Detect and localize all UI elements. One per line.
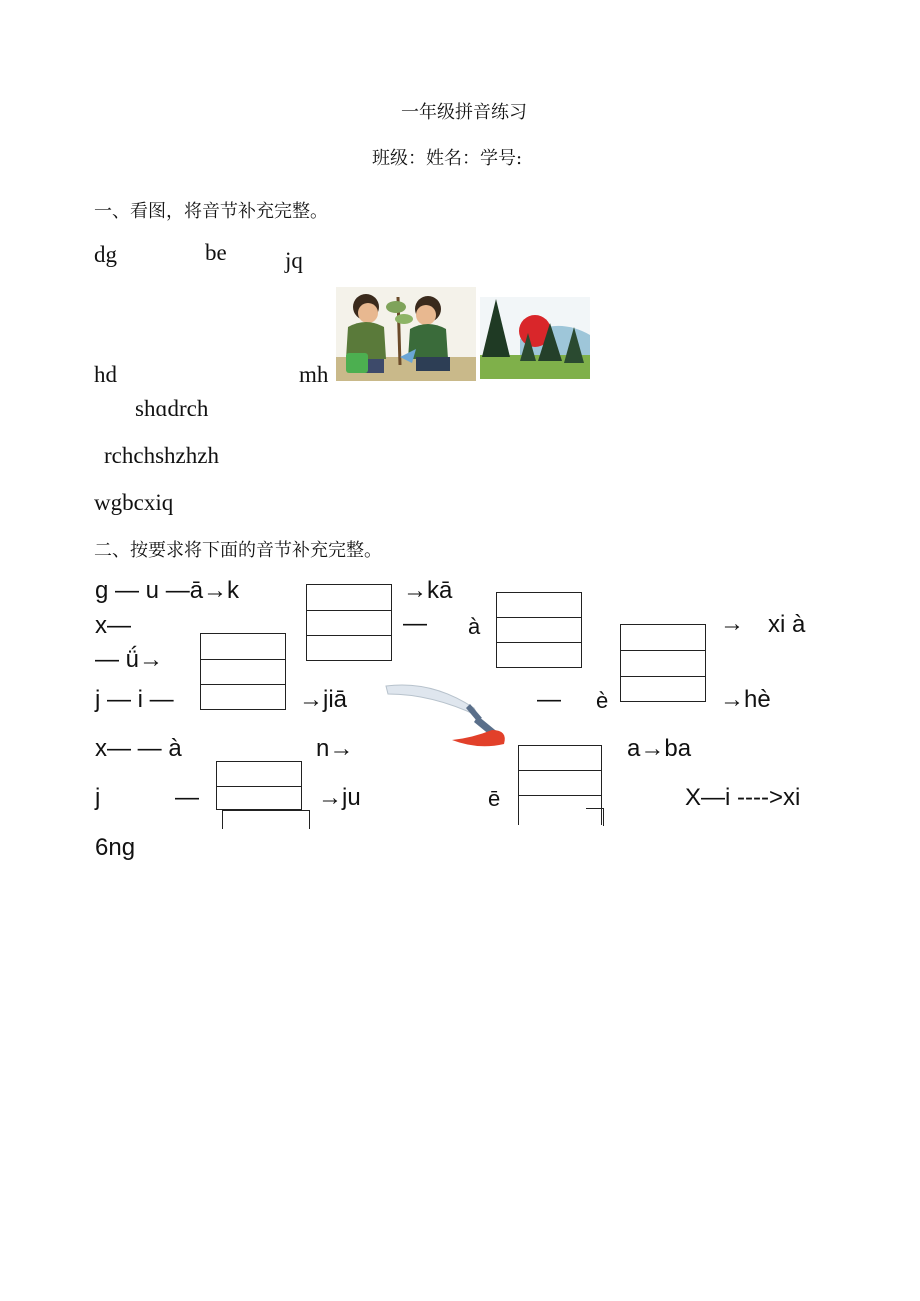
exercise-r5b: n→ xyxy=(316,735,354,762)
answer-grid-6-corner xyxy=(586,808,604,826)
exercise-r4e: →hè xyxy=(720,686,771,713)
section1-heading: 一、看图，将音节补充完整。 xyxy=(94,201,328,222)
syllable-line-4: rchchshzhzh xyxy=(104,443,219,468)
page-title: 一年级拼音练习 xyxy=(401,102,527,123)
exercise-r2d: → xyxy=(720,610,744,637)
exercise-r2c: à xyxy=(468,614,481,639)
exercise-r6b: — xyxy=(175,784,199,811)
exercise-r6a: j xyxy=(95,784,101,811)
exercise-r4b: →jiā xyxy=(299,686,348,713)
syllable-line-5: wgbcxiq xyxy=(94,490,174,515)
syllable-line-3: shɑdrch xyxy=(135,396,209,421)
exercise-r4c: — xyxy=(537,686,561,713)
syllable-hd: hd xyxy=(94,362,117,387)
answer-grid-1[interactable] xyxy=(306,584,392,661)
answer-grid-2[interactable] xyxy=(496,592,582,668)
syllable-dg: dg xyxy=(94,242,117,267)
exercise-r7a: 6ng xyxy=(95,834,136,861)
answer-grid-4[interactable] xyxy=(620,624,706,702)
exercise-r4d: è xyxy=(596,688,609,713)
sword-picture xyxy=(382,674,518,754)
syllable-jq: jq xyxy=(285,248,303,273)
exercise-r6e: X—i ---->xi xyxy=(685,784,801,811)
exercise-r3a: — ǘ→ xyxy=(95,646,164,673)
exercise-r2a: x— xyxy=(95,612,131,639)
answer-grid-5[interactable] xyxy=(216,761,302,810)
exercise-r2b: — xyxy=(403,610,427,637)
exercise-r6c: →ju xyxy=(318,784,361,811)
children-planting-tree-picture xyxy=(336,287,476,381)
syllable-mh: mh xyxy=(299,362,329,387)
exercise-r2e: xi à xyxy=(768,611,806,638)
exercise-r6d: ē xyxy=(488,786,501,811)
student-info-line: 班级：姓名：学号: xyxy=(372,148,523,169)
exercise-r1a: g — u —ā→k xyxy=(95,577,240,604)
syllable-be: be xyxy=(205,240,227,265)
section2-heading: 二、按要求将下面的音节补充完整。 xyxy=(94,540,382,561)
answer-grid-3[interactable] xyxy=(200,633,286,710)
exercise-r1b: →kā xyxy=(403,577,453,604)
exercise-r4a: j — i — xyxy=(95,686,174,713)
exercise-r5a: x— — à xyxy=(95,735,182,762)
exercise-r5c: a→ba xyxy=(627,735,692,762)
answer-grid-5-lower[interactable] xyxy=(222,810,310,829)
sunset-forest-picture xyxy=(480,297,590,379)
